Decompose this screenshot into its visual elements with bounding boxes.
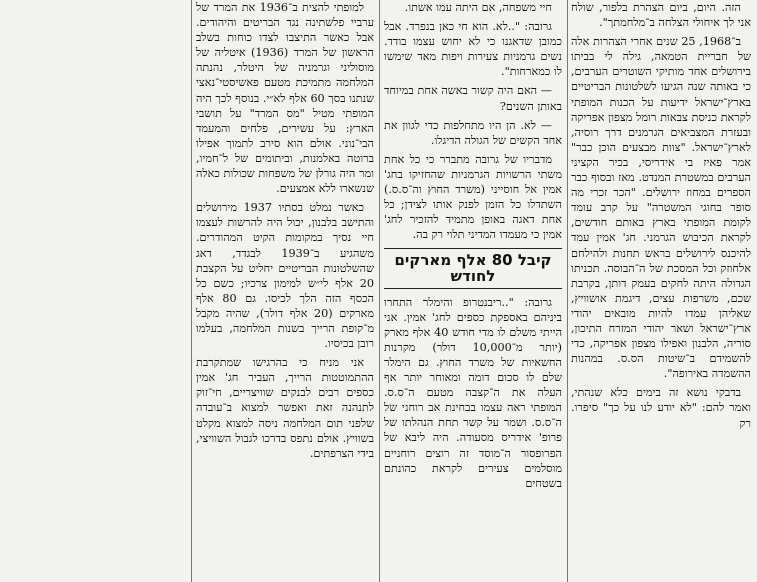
col1-paragraph-3: בדבקי נושא זה בימים כלא שנהתי, ואמר להם: "לא יודע לנו על כך" סיפרו. רק [571,386,751,430]
column-4-cropped [6,0,186,582]
col3-paragraph-1: למופתי להצית ב־1936 את המרד של ערביי פלשתינה נגד הבריטים והיהודים. אבל כאשר התיצבו לצדו כוחות בשלב הראשון של המרד (1936) איטליה של מוסוליני וגרמניה של היטלר, נהנתה המלחמה מתמיכת מטעם פאשיסטי־נאצי שנתנו בסך 60 אלף לא״י. בנוסף לכך היה המופתי מטיל "מס המרד" על תושבי הארץ: על עשירים, פלחים והמעמד הבי־נוני. אולם הוא סירב לתמוך אפילו ברוטה באלמנות, וביתומים של ל־חמיו, ומר היה גורלן של משפחות שכולות כאלה שנשארו ללא אמצעים. [196,1,374,196]
col2-paragraph-3: — האם היה קשור באשה אחת במיוחד באותן השנים? [384,84,562,113]
column-1 [571,0,751,582]
col3-paragraph-3: אני מניח כי בהרגישו שמתקרבת ההתמוטטות הרייך, העביר חג' אמין כספים רבים לבנקים שוויצריים, חי־זוק לתנהנה זאת ואפשר למצוא ב־עובדה שלפני תום המלחמה ניסה למצוא מקלט בשוויץ. אולם נתפס בדרכו לגבול השוויצי, בידי הצרפתים. [196,356,374,460]
col1-paragraph-1: הזה. היום, ביום הצהרת בלפור, שולח אני לך איחולי הצלחה ב־מלחמתך". [571,1,751,30]
column-divider [567,0,568,582]
column-2 [384,0,562,582]
column-divider [379,0,380,582]
column-3 [196,0,374,582]
col2-paragraph-1: חיי משפחה, אם היתה עמו אשתו. [404,1,552,14]
col2-paragraph-6: גרובה: "..ריבנטרופ והימלר התחרו ביניהם באספקת כספים לחג' אמין. אני הייתי משלם לו מדי חודש 40 אלף מארק (יותר מ־10,000 דולר) מקרנות החשאיות של משרד החוץ. גם הימלר שלם לו סכום דומה ומאוחר יותר אף העלה את ה־קצבה מטעם ה־ס.ס. המופתי ראה עצמו בבחינת אב רוחני של ה־ס.ס. ושמר על קשר תחת הנהלתו של פרופ' אידריס מסעודה. היה ליבא של הפרופסור ה־מוסד זה רוצים רוחניים מוסלמים צעירים לקראת כהונתם בשטחים [384,295,562,490]
section-headline: קיבל 80 אלף מארקים לחודש [384,248,562,288]
col3-paragraph-2: כאשר נמלט בסתיו 1937 מירושלים והתישב בלבנון, יכול היה להרשות לעצמו חיי נסיך במקומות הקיט המהודרים. משהגיע ב־1939 לבגדד, דאג שהשלטונות הבריטיים יחליט על הקצבת 20 אלף לי״ש למימון צרכיו; כשם כל הכסף הזה הלך לכיסו. גם 80 אלף מארקים (20 אלף דולר), שהיה מקבל מ־קופת הרייך בשנות המלחמה, בעלמו רובן בכיסיו. [196,201,374,351]
col1-paragraph-2: ב־1968, 25 שנים אחרי הצהרות אלה של חבריית הטמאה, גילה לי בביתו בירושלים אחד מותיקי השוטרים הערבים, כי באותה שנה הגיעו לשלטונות הבריטיים בארץ־ישראל ידיעות על הכנות המופתי לקראת כניסת צבאות רומל מצפון אפריקה ובעזרת המצביאים הגרמנים דרך רוסיה, לארץ־ישראל. "צוות מבצעים הוכן כבר" אמר פאיז בי אידריסי, בכיר הקציני הערבים במשטרת המנדט. מאז ובסוף כבר הספרים במחוז ירושלים. "הכר זכרי מה סופר בחוגי המשטרה" על קרב עומד לקומת המופתי בארץ באותם חודשים, לקראת הכיבוש הגרמני. חג' אמין עמד להיכנס לירושלים בראש תחנות ולהילחם אלחוזק וכל המסכת של ה־הבוסה. תכניתו הגדולה היתה לחקים בעמק דותן, בקרבת שכם, משרפות עצים, דיגמת אושוויץ, שאליהן עמדו להיות מובאים יהודי ארץ־ישראל ושאר יהודי המזרח התיכון, סוריה, הלבנון ואפילו מצפון אפריקה, כדי להשמידם ב־שיטות הס.ס. במהנות ההשמדה באירופה". [571,35,751,381]
col2-paragraph-2: גרובה: "..לא. הוא חי כאן בנפרד. אבל כמובן שדאגנו כי לא יחוש עצמו בודד. נשים גרמניות צעירות ויפות מאד שימשו לו כמארחות". [384,20,562,79]
col2-paragraph-5: מדבריו של גרובה מתברר כי כל אחת משתי הרשויות הגרמניות שהחזיקו בחג' אמין אל חוסייני (משרד החוץ וה־ס.ס.) השתדלו כל הזמן לפנק אותו לצידן; כל אחת דאגה באופן מתמיד להזכיר לחג' אמין כי מעמדו המדיני תלוי רק בה. [384,152,562,242]
column-divider [191,0,192,582]
col2-paragraph-4: — לא. הן היו מתחלפות כדי לגוון את אחד הקשים של הגולה הדיגלו. [384,118,562,147]
